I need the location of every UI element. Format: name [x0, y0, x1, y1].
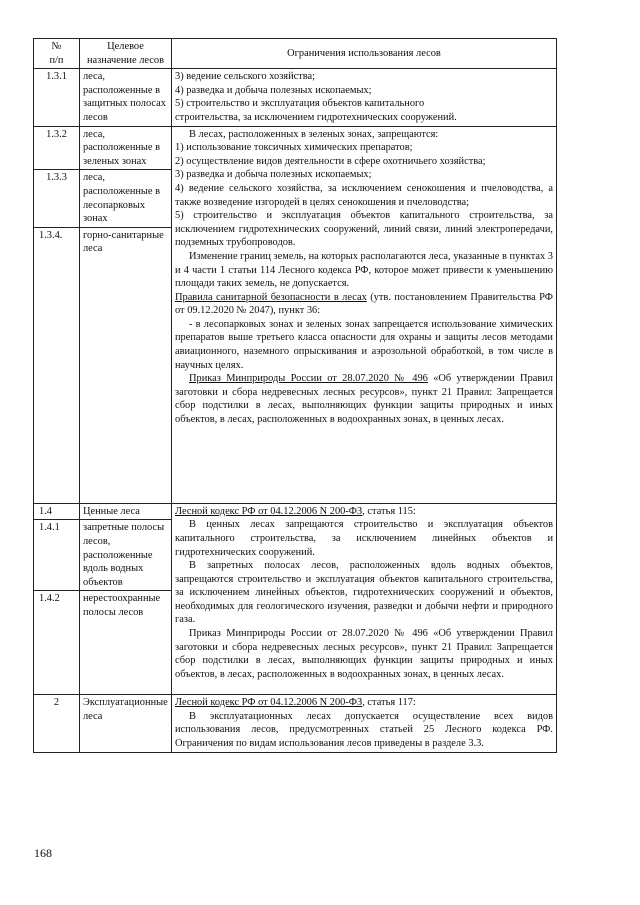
row-purpose [80, 591, 172, 695]
restriction-text: 3) ведение сельского хозяйства; [175, 71, 316, 83]
purpose-line: расположенные [83, 549, 153, 561]
restriction-text: В ценных лесах запрещаются строительство и эксплуатация объектов капитального строительства, за исключением линейных объектов и гидротехнических сооружений. [175, 519, 553, 558]
restriction-text: В эксплуатационных лесах допускается осуществление всех видов использования лесов, предусмотренных статьей 25 Лесного кодекса РФ. Ограничения по видам использования лесов приведены в разделе 3.3. [175, 710, 553, 750]
header-num [34, 39, 80, 69]
restriction-text: 5) строительство и эксплуатация объектов капитального строительства, за исключением гидротехнических сооружений, линий связи, линий электропередачи, подземных трубопроводов. [175, 210, 553, 249]
restriction-text: Приказ Минприроды России от 28.07.2020 № 496 «Об утверждении Правил заготовки и сбора недревесных лесных ресурсов», пункт 21 Правил: Запрещается сбор подстилки в лесах, выполняющих функции защиты природных и иных объектов, в лесах, расположенных в водоохранных зонах, в ценных лесах. [175, 628, 553, 680]
row-number: 2 [34, 695, 80, 752]
restriction-text: В запретных полосах лесов, расположенных вдоль водных объектов, запрещаются строительство и эксплуатация объектов капитального строительства, за исключением линейных объектов, гидротехнических сооружений и объектов, необходимых для геологического изучения, разведки и добычи нефти и природного газа. [175, 560, 553, 626]
purpose-line: леса, [83, 128, 106, 140]
purpose-line: нерестоохранные [83, 593, 161, 605]
restriction-text: 4) разведка и добыча полезных ископаемых; [175, 84, 372, 96]
purpose-line: лесов, [83, 535, 111, 547]
row-number: 1.3.4. [34, 227, 80, 503]
purpose-line: лесов [83, 111, 108, 123]
purpose-line: леса [83, 243, 103, 255]
row-purpose [80, 170, 172, 227]
restriction-text: Изменение границ земель, на которых располагаются леса, указанные в пунктах 3 и 4 части 1 статьи 114 Лесного кодекса РФ, которое может привести к уменьшению площади таких земель, не допускается. [175, 250, 553, 290]
purpose-line: запретные полосы [83, 522, 165, 534]
purpose-line: Эксплуатационные [83, 697, 168, 709]
header-num-line: п/п [49, 54, 64, 66]
row-purpose [80, 126, 172, 170]
restriction-text: В лесах, расположенных в зеленых зонах, запрещаются: [189, 128, 439, 140]
restriction-text: 4) ведение сельского хозяйства, за исключением сенокошения и пчеловодства, а также возведение изгородей в целях сенокошения и пчеловодства; [175, 182, 553, 208]
restriction-text: «Об утверждении Правил заготовки и сбора недревесных лесных ресурсов», пункт 21 Правил: Запрещается сбор подстилки в лесах, выполняющих функции защиты природных и иных объектов, в лесах, расположенных в водоохранных зонах, в ценных лесах. [175, 373, 553, 426]
purpose-line: зеленых зонах [83, 155, 147, 167]
header-purpose [80, 39, 172, 69]
legal-reference-link[interactable]: Лесной кодекс РФ от 04.12.2006 N 200-ФЗ [175, 697, 363, 709]
purpose-line: защитных полосах [83, 98, 166, 110]
table-row [34, 126, 557, 170]
table-row [34, 69, 557, 126]
purpose-line: зонах [83, 213, 108, 225]
table-header-row [34, 39, 557, 69]
restriction-text: - в лесопарковых зонах и зеленых зонах запрещается использование химических препаратов выше третьего класса опасности для охраны и защиты лесов методами авиационного, наземного опрыскивания и аэрозольной обработкой, в том числе в научных целях. [175, 318, 553, 371]
purpose-line: расположенные в [83, 84, 161, 96]
legal-reference-link[interactable]: Приказ Минприроды России от 28.07.2020 № 496 [189, 373, 428, 385]
purpose-line: расположенные в [83, 142, 161, 154]
row-purpose [80, 227, 172, 503]
row-number: 1.4.2 [34, 591, 80, 695]
row-purpose [80, 695, 172, 752]
row-restrictions [172, 69, 557, 126]
purpose-line: леса, [83, 172, 106, 184]
purpose-line: вдоль водных [83, 563, 144, 575]
table-row [34, 503, 557, 520]
restriction-text: (утв. постановлением Правительства РФ от 09.12.2020 № 2047), пункт 36: [175, 291, 553, 317]
restriction-text: 5) строительство и эксплуатация объектов капитального [175, 98, 425, 110]
forest-restrictions-table [33, 38, 557, 753]
purpose-line: леса [83, 710, 103, 722]
restriction-text: 2) осуществление видов деятельности в сфере охотничьего хозяйства; [175, 155, 486, 167]
purpose-line: леса, [83, 71, 106, 83]
header-purpose-line: назначение лесов [87, 54, 164, 66]
row-restrictions [172, 126, 557, 503]
header-num-line: № [51, 41, 62, 52]
purpose-line: Ценные леса [83, 505, 140, 517]
row-purpose [80, 503, 172, 520]
row-restrictions [172, 695, 557, 752]
header-restrictions: Ограничения использования лесов [172, 39, 557, 69]
purpose-line: расположенные в [83, 185, 161, 197]
row-number: 1.4 [34, 503, 80, 520]
row-number: 1.3.1 [34, 69, 80, 126]
row-number: 1.4.1 [34, 520, 80, 591]
row-number: 1.3.3 [34, 170, 80, 227]
restriction-text: 1) использование токсичных химических препаратов; [175, 142, 413, 154]
legal-reference-link[interactable]: Лесной кодекс РФ от 04.12.2006 N 200-ФЗ [175, 505, 363, 517]
legal-reference-link[interactable]: Правила санитарной безопасности в лесах [175, 291, 367, 303]
purpose-line: объектов [83, 576, 123, 588]
restriction-text: , статья 115: [362, 505, 416, 517]
restriction-text: 3) разведка и добыча полезных ископаемых; [175, 169, 372, 181]
row-purpose [80, 69, 172, 126]
row-number: 1.3.2 [34, 126, 80, 170]
row-restrictions [172, 503, 557, 695]
restriction-text: , статья 117: [362, 697, 416, 709]
table-row [34, 695, 557, 752]
restriction-text: строительства, за исключением гидротехнических сооружений. [175, 111, 457, 123]
purpose-line: лесопарковых [83, 199, 146, 211]
purpose-line: горно-санитарные [83, 229, 164, 241]
header-purpose-line: Целевое [107, 41, 144, 52]
row-purpose [80, 520, 172, 591]
purpose-line: полосы лесов [83, 606, 144, 618]
page-number: 168 [34, 846, 52, 860]
